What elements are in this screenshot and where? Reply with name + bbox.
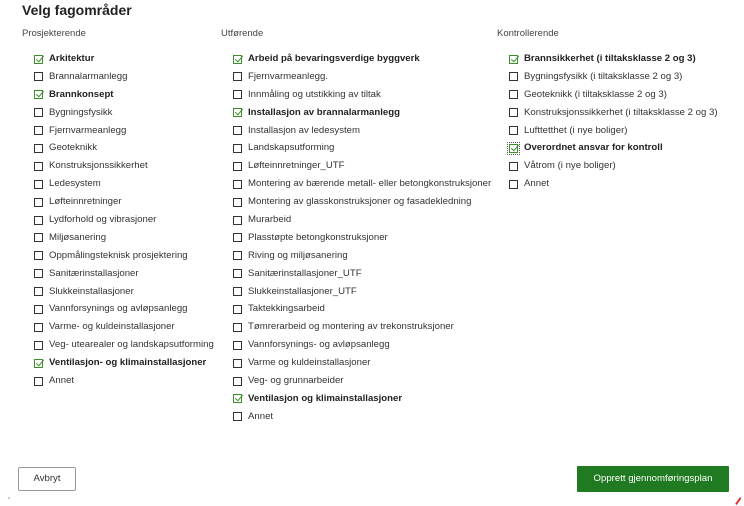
column-prosjekterende [22,28,222,394]
checkbox-list [22,54,222,388]
checkbox-item[interactable] [233,233,496,245]
checkbox-item[interactable] [509,90,732,102]
decorative-dot [8,497,10,499]
checkbox-label: Bygningsfysikk (i tiltaksklasse 2 og 3) [524,70,683,82]
checkbox-unchecked-icon[interactable] [233,359,242,368]
checkbox-label: Brannsikkerhet (i tiltaksklasse 2 og 3) [524,53,696,64]
checkbox-unchecked-icon[interactable] [34,305,43,314]
checkbox-unchecked-icon[interactable] [34,72,43,81]
checkbox-item[interactable] [233,340,496,352]
checkbox-item[interactable] [509,108,732,120]
checkbox-label: Arbeid på bevaringsverdige byggverk [248,53,420,64]
checkbox-label: Riving og miljøsanering [248,249,348,261]
checkbox-item[interactable] [34,233,222,245]
checkbox-label: Tømrerarbeid og montering av trekonstruksjoner [248,321,454,333]
checkbox-label: Taktekkingsarbeid [248,303,325,315]
checkbox-label: Lufttetthet (i nye boliger) [524,124,628,136]
checkbox-label: Våtrom (i nye boliger) [524,160,616,172]
checkbox-unchecked-icon[interactable] [34,108,43,117]
checkbox-unchecked-icon[interactable] [233,162,242,171]
checkbox-item[interactable] [233,54,496,66]
checkbox-label: Ventilasjon- og klimainstallasjoner [49,357,207,369]
checkbox-unchecked-icon[interactable] [509,180,518,189]
checkbox-item[interactable] [233,412,496,424]
checkbox-unchecked-icon[interactable] [34,144,43,153]
checkbox-item[interactable] [34,215,222,227]
checkbox-label: Vannforsynings- og avløpsanlegg [248,339,390,351]
checkbox-unchecked-icon[interactable] [34,216,43,225]
checkbox-label: Ventilasjon og klimainstallasjoner [248,392,403,404]
checkbox-item[interactable] [509,161,732,173]
checkbox-label: Landskapsutforming [248,142,335,154]
checkbox-item[interactable] [233,394,496,406]
checkbox-item[interactable] [34,358,222,370]
checkbox-unchecked-icon[interactable] [34,126,43,135]
checkbox-label: Innmåling og utstikking av tiltak [248,88,381,100]
checkbox-item[interactable] [233,376,496,388]
checkbox-item[interactable] [233,197,496,209]
checkbox-item[interactable] [34,161,222,173]
checkbox-label: Varme og kuldeinstallasjoner [248,357,371,369]
checkbox-checked-icon[interactable] [34,359,43,368]
checkbox-item[interactable] [34,90,222,102]
checkbox-label: Brannalarmanlegg [49,70,128,82]
checkbox-checked-icon[interactable] [233,108,242,117]
checkbox-unchecked-icon[interactable] [233,180,242,189]
checkbox-list [221,54,496,424]
checkbox-label: Oppmålingsteknisk prosjektering [49,249,188,261]
checkbox-item[interactable] [233,358,496,370]
checkbox-item[interactable] [233,179,496,191]
checkbox-unchecked-icon[interactable] [34,198,43,207]
cancel-button[interactable]: Avbryt [18,467,76,491]
checkbox-item[interactable] [34,126,222,138]
checkbox-label: Annet [524,178,550,190]
checkbox-item[interactable] [233,90,496,102]
checkbox-item[interactable] [34,287,222,299]
checkbox-label: Ledesystem [49,178,101,190]
checkbox-label: Murarbeid [248,214,292,226]
checkbox-unchecked-icon[interactable] [509,108,518,117]
checkbox-item[interactable] [34,251,222,263]
checkbox-label: Løfteinnretninger [49,196,122,208]
checkbox-item[interactable] [34,197,222,209]
checkbox-unchecked-icon[interactable] [34,251,43,260]
checkbox-item[interactable] [34,179,222,191]
checkbox-label: Plasstøpte betongkonstruksjoner [248,231,388,243]
checkbox-item[interactable] [233,304,496,316]
checkbox-checked-icon[interactable] [34,90,43,99]
checkbox-unchecked-icon[interactable] [233,233,242,242]
checkbox-unchecked-icon[interactable] [233,216,242,225]
checkbox-unchecked-icon[interactable] [233,144,242,153]
checkbox-unchecked-icon[interactable] [34,287,43,296]
checkbox-label: Slukkeinstallasjoner [49,285,134,297]
checkbox-item[interactable] [509,54,732,66]
checkbox-item[interactable] [34,376,222,388]
checkbox-unchecked-icon[interactable] [509,126,518,135]
column-heading: Prosjekterende [22,28,86,39]
checkbox-label: Konstruksjonssikkerhet [49,160,148,172]
checkbox-unchecked-icon[interactable] [509,162,518,171]
checkbox-item[interactable] [233,126,496,138]
checkbox-unchecked-icon[interactable] [233,323,242,332]
checkbox-label: Installasjon av ledesystem [248,124,360,136]
checkbox-label: Lydforhold og vibrasjoner [49,214,157,226]
checkbox-item[interactable] [509,126,732,138]
column-kontrollerende [497,28,732,197]
checkbox-label: Sanitærinstallasjoner_UTF [248,267,362,279]
checkbox-item[interactable] [233,72,496,84]
checkbox-item[interactable] [34,340,222,352]
checkbox-checked-icon[interactable] [509,55,518,64]
checkbox-item[interactable] [34,322,222,334]
checkbox-item[interactable] [34,269,222,281]
column-heading: Kontrollerende [497,28,559,39]
checkbox-label: Montering av glasskonstruksjoner og fasadekledning [248,196,472,208]
checkbox-label: Fjernvarmeanlegg [49,124,127,136]
checkbox-unchecked-icon[interactable] [34,341,43,350]
checkbox-label: Konstruksjonssikkerhet (i tiltaksklasse 2 og 3) [524,106,718,118]
checkbox-checked-icon[interactable] [233,55,242,64]
corner-mark-icon [735,497,744,506]
checkbox-list [497,54,732,191]
checkbox-item[interactable] [233,322,496,334]
checkbox-checked-icon[interactable] [509,144,518,153]
checkbox-unchecked-icon[interactable] [34,162,43,171]
checkbox-unchecked-icon[interactable] [233,269,242,278]
checkbox-item[interactable] [233,215,496,227]
checkbox-item[interactable] [509,143,732,155]
checkbox-unchecked-icon[interactable] [233,305,242,314]
checkbox-item[interactable] [34,143,222,155]
column-heading: Utførende [221,28,264,39]
checkbox-item[interactable] [233,269,496,281]
checkbox-unchecked-icon[interactable] [233,126,242,135]
checkbox-label: Veg- og grunnarbeider [248,375,344,387]
checkbox-unchecked-icon[interactable] [34,269,43,278]
checkbox-unchecked-icon[interactable] [233,287,242,296]
checkbox-item[interactable] [34,108,222,120]
column-utforende [221,28,496,430]
checkbox-label: Veg- utearealer og landskapsutforming [49,339,214,351]
checkbox-label: Installasjon av brannalarmanlegg [248,106,400,118]
checkbox-label: Fjernvarmeanlegg. [248,70,328,82]
checkbox-label: Miljøsanering [49,231,107,243]
checkbox-label: Annet [248,410,274,422]
checkbox-item[interactable] [233,287,496,299]
checkbox-label: Annet [49,375,75,387]
checkbox-label: Slukkeinstallasjoner_UTF [248,285,357,297]
checkbox-label: Brannkonsept [49,88,114,100]
checkbox-checked-icon[interactable] [34,55,43,64]
dialog-title: Velg fagområder [22,2,132,18]
checkbox-label: Sanitærinstallasjoner [49,267,139,279]
checkbox-unchecked-icon[interactable] [509,72,518,81]
checkbox-label: Overordnet ansvar for kontroll [524,142,663,154]
checkbox-unchecked-icon[interactable] [233,90,242,99]
checkbox-item[interactable] [233,143,496,155]
checkbox-label: Vannforsynings og avløpsanlegg [49,303,188,315]
checkbox-item[interactable] [509,179,732,191]
checkbox-unchecked-icon[interactable] [233,341,242,350]
checkbox-item[interactable] [34,54,222,66]
checkbox-unchecked-icon[interactable] [509,90,518,99]
checkbox-label: Bygningsfysikk [49,106,113,118]
checkbox-checked-icon[interactable] [233,394,242,403]
checkbox-label: Geoteknikk (i tiltaksklasse 2 og 3) [524,88,667,100]
checkbox-item[interactable] [233,161,496,173]
checkbox-unchecked-icon[interactable] [233,377,242,386]
checkbox-label: Montering av bærende metall- eller betongkonstruksjoner [248,178,492,190]
checkbox-unchecked-icon[interactable] [233,198,242,207]
checkbox-unchecked-icon[interactable] [233,72,242,81]
checkbox-unchecked-icon[interactable] [233,251,242,260]
checkbox-unchecked-icon[interactable] [34,377,43,386]
checkbox-item[interactable] [509,72,732,84]
checkbox-item[interactable] [34,72,222,84]
checkbox-unchecked-icon[interactable] [233,412,242,421]
create-plan-button[interactable]: Opprett gjennomføringsplan [577,466,729,492]
checkbox-unchecked-icon[interactable] [34,233,43,242]
checkbox-unchecked-icon[interactable] [34,180,43,189]
checkbox-item[interactable] [233,108,496,120]
checkbox-unchecked-icon[interactable] [34,323,43,332]
checkbox-label: Arkitektur [49,53,95,64]
checkbox-item[interactable] [233,251,496,263]
checkbox-item[interactable] [34,304,222,316]
checkbox-label: Løfteinnretninger_UTF [248,160,345,172]
checkbox-label: Varme- og kuldeinstallasjoner [49,321,175,333]
checkbox-label: Geoteknikk [49,142,97,154]
